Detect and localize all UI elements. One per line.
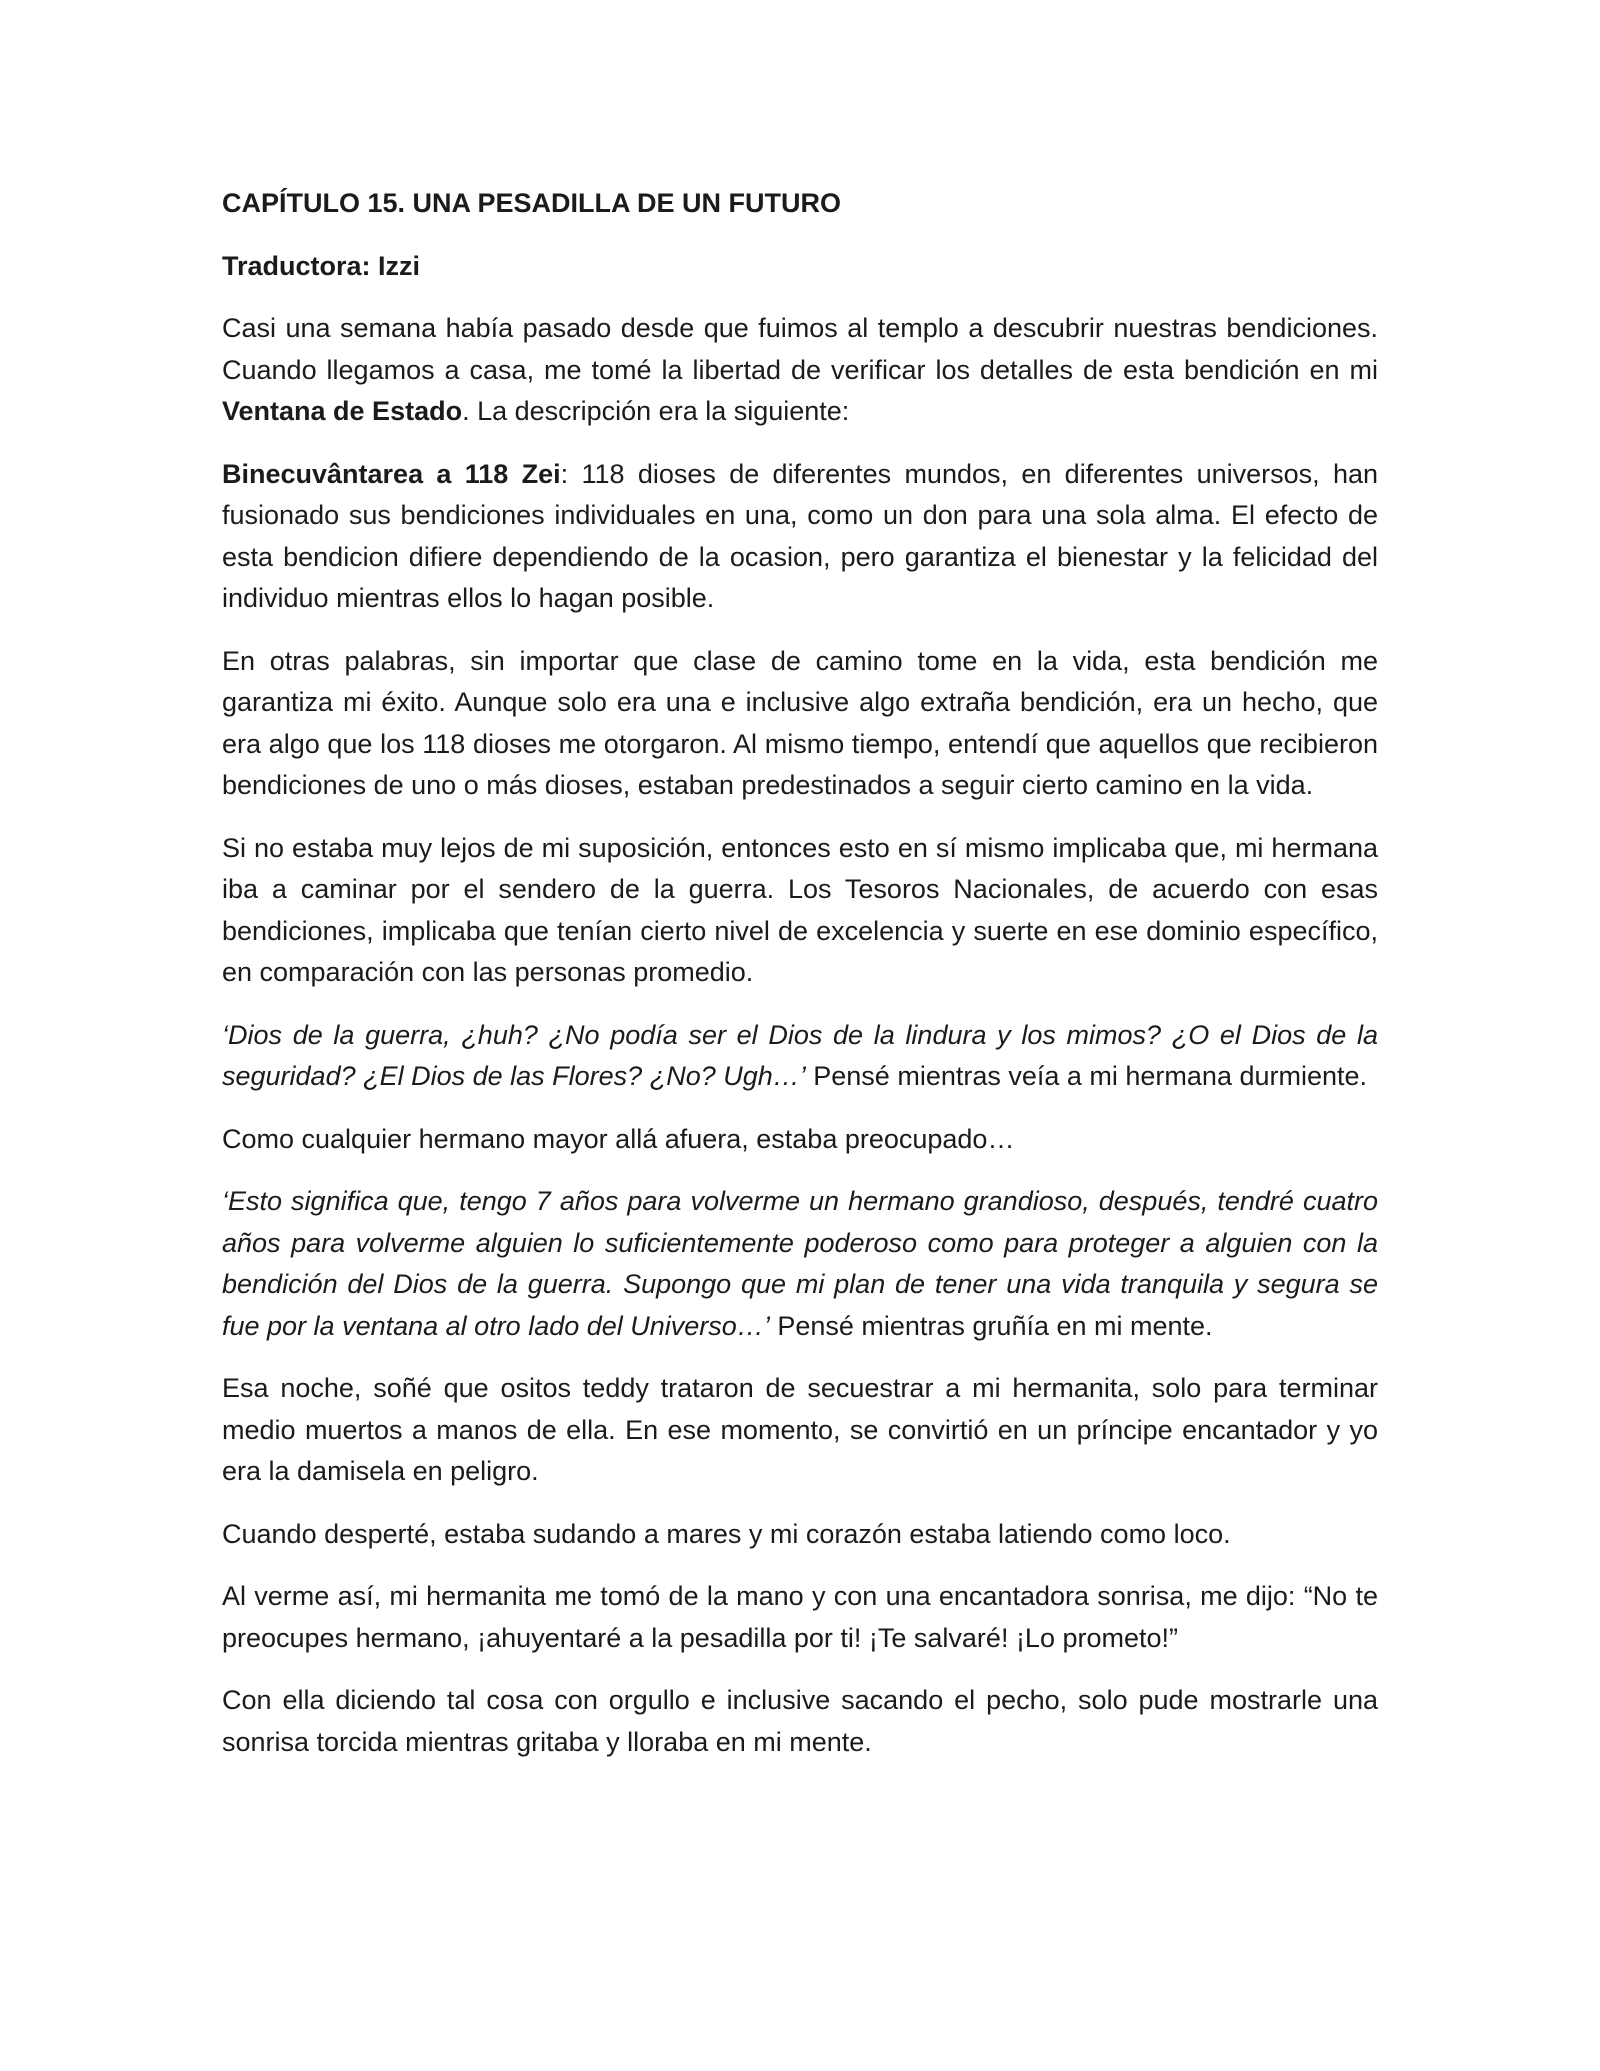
inner-thought-2: ‘Esto significa que, tengo 7 años para volverme un hermano grandioso, después, tendré cuatro años para volverme alguien lo suficientemente poderoso como para proteger a alguien con la bendición del Dios de la guerra. Supongo que mi plan de tener una vida tranquila y segura se fue por la ventana al otro lado del Universo…’ <box>222 1186 1378 1341</box>
paragraph-9: Cuando desperté, estaba sudando a mares y mi corazón estaba latiendo como loco. <box>222 1518 1231 1549</box>
paragraph-6: Como cualquier hermano mayor allá afuera, estaba preocupado… <box>222 1123 1015 1154</box>
blessing-description: : 118 dioses de diferentes mundos, en diferentes universos, han fusionado sus bendiciones individuales en una, como un don para una sola alma. El efecto de esta bendicion difiere dependiendo de la ocasion, pero garantiza el bienestar y la felicidad del individuo mientras ellos lo hagan posible. <box>222 458 1378 613</box>
paragraph-7 <box>222 1181 1378 1347</box>
paragraph-1-text-b: . La descripción era la siguiente: <box>462 396 850 426</box>
paragraph-5 <box>222 1015 1378 1098</box>
status-window-term: Ventana de Estado <box>222 396 463 426</box>
paragraph-1 <box>222 308 1378 433</box>
paragraph-3: En otras palabras, sin importar que clase de camino tome en la vida, esta bendición me garantiza mi éxito. Aunque solo era una e inclusive algo extraña bendición, era un hecho, que era algo que los 118 dioses me otorgaron. Al mismo tiempo, entendí que aquellos que recibieron bendiciones de uno o más dioses, estaban predestinados a seguir cierto camino en la vida. <box>222 645 1378 800</box>
chapter-title: CAPÍTULO 15. UNA PESADILLA DE UN FUTURO <box>222 188 842 218</box>
blessing-name: Binecuvântarea a 118 Zei <box>222 458 561 489</box>
translator-credit: Traductora: Izzi <box>222 250 421 281</box>
document-page <box>222 183 1378 1784</box>
paragraph-8: Esa noche, soñé que ositos teddy trataron de secuestrar a mi hermanita, solo para terminar medio muertos a manos de ella. En ese momento, se convirtió en un príncipe encantador y yo era la damisela en peligro. <box>222 1373 1378 1486</box>
paragraph-5-text: Pensé mientras veía a mi hermana durmiente. <box>805 1061 1368 1091</box>
inner-thought-1: ‘Dios de la guerra, ¿huh? ¿No podía ser el Dios de la lindura y los mimos? ¿O el Dios de la seguridad? ¿El Dios de las Flores? ¿No? Ugh…’ <box>222 1019 1378 1091</box>
paragraph-7-text: Pensé mientras gruñía en mi mente. <box>769 1310 1213 1341</box>
paragraph-11: Con ella diciendo tal cosa con orgullo e inclusive sacando el pecho, solo pude mostrarle una sonrisa torcida mientras gritaba y lloraba en mi mente. <box>222 1685 1378 1757</box>
paragraph-4: Si no estaba muy lejos de mi suposición, entonces esto en sí mismo implicaba que, mi hermana iba a caminar por el sendero de la guerra. Los Tesoros Nacionales, de acuerdo con esas bendiciones, implicaba que tenían cierto nivel de excelencia y suerte en ese dominio específico, en comparación con las personas promedio. <box>222 832 1378 987</box>
paragraph-10: Al verme así, mi hermanita me tomó de la mano y con una encantadora sonrisa, me dijo: “No te preocupes hermano, ¡ahuyentaré a la pesadilla por ti! ¡Te salvaré! ¡Lo prometo!” <box>222 1581 1378 1653</box>
paragraph-1-text-a: Casi una semana había pasado desde que fuimos al templo a descubrir nuestras bendiciones. Cuando llegamos a casa, me tomé la libertad de verificar los detalles de esta bendición en mi <box>222 313 1378 385</box>
paragraph-2 <box>222 454 1378 620</box>
